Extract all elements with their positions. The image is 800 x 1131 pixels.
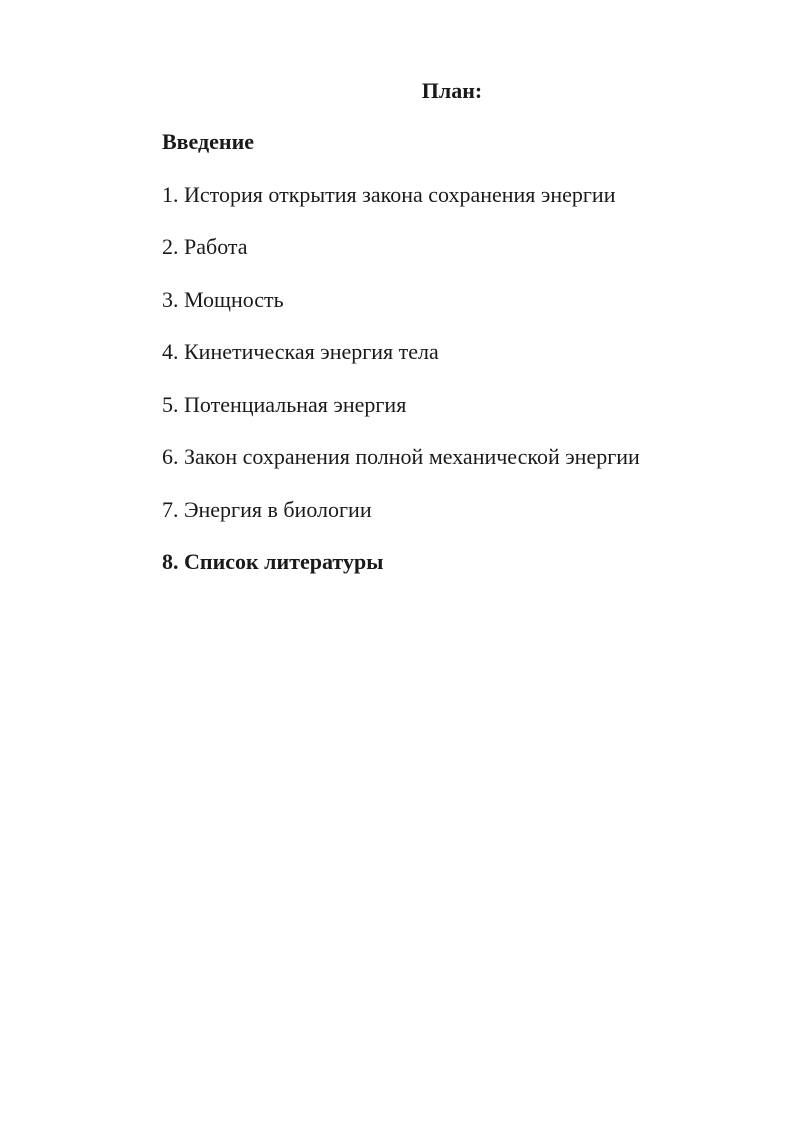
- plan-title: План:: [421, 78, 483, 103]
- plan-item-2: 2. Работа: [162, 234, 248, 259]
- plan-item-4: 4. Кинетическая энергия тела: [162, 339, 439, 364]
- plan-item-5: 5. Потенциальная энергия: [162, 391, 407, 417]
- plan-item-8: 8. Список литературы: [162, 549, 384, 574]
- plan-item-6: 6. Закон сохранения полной механической энергии: [162, 444, 640, 469]
- plan-item-3: 3. Мощность: [162, 286, 284, 312]
- plan-item-7: 7. Энергия в биологии: [162, 496, 372, 522]
- plan-item-1: 1. История открытия закона сохранения энергии: [162, 181, 616, 207]
- plan-intro: Введение: [162, 129, 255, 154]
- plan-list: [162, 127, 640, 600]
